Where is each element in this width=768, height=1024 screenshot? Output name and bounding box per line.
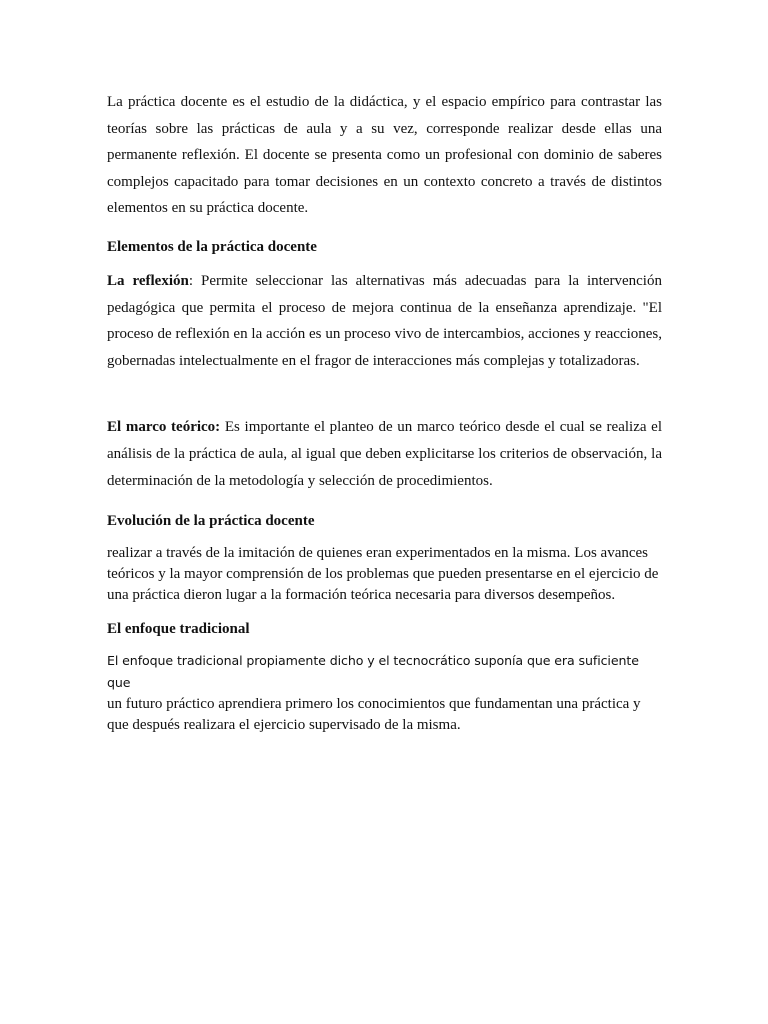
heading-evolucion: Evolución de la práctica docente [107,513,315,529]
marco-text: Es importante el planteo de un marco teórico desde el cual se realiza el análisis de la práctica de aula, al igual que deben explicitarse los criterios de observación, la determinación de la metodología y selección de procedimientos. [107,419,663,489]
reflexion-paragraph [107,268,662,374]
marco-paragraph [107,414,662,495]
enfoque-paragraph [107,650,662,736]
heading-enfoque: El enfoque tradicional [107,621,250,637]
marco-label: El marco teórico: [107,419,221,435]
heading-elementos: Elementos de la práctica docente [107,239,317,255]
enfoque-first-line: El enfoque tradicional propiamente dicho y el tecnocrático suponía que era suficiente que [107,653,639,690]
enfoque-rest: un futuro práctico aprendiera primero los conocimientos que fundamentan una práctica y que después realizara el ejercicio supervisado de la misma. [107,696,641,733]
reflexion-label: La reflexión [107,273,189,289]
intro-paragraph: La práctica docente es el estudio de la didáctica, y el espacio empírico para contrastar las teorías sobre las prácticas de aula y a su vez, corresponde realizar desde ellas una permanente reflexión. El docente se presenta como un profesional con dominio de saberes complejos capacitado para tomar decisiones en un contexto concreto a través de distintos elementos en su práctica docente. [107,94,662,216]
reflexion-text: : Permite seleccionar las alternativas más adecuadas para la intervención pedagógica que permita el proceso de mejora continua de la enseñanza aprendizaje. "El proceso de reflexión en la acción es un proceso vivo de intercambios, acciones y reacciones, gobernadas intelectualmente en el fragor de interacciones más complejas y totalizadoras. [107,273,662,369]
evolucion-paragraph: realizar a través de la imitación de quienes eran experimentados en la misma. Los avances teóricos y la mayor comprensión de los problemas que pueden presentarse en el ejercicio de una práctica dieron lugar a la formación teórica necesaria para diversos desempeños. [107,545,659,603]
